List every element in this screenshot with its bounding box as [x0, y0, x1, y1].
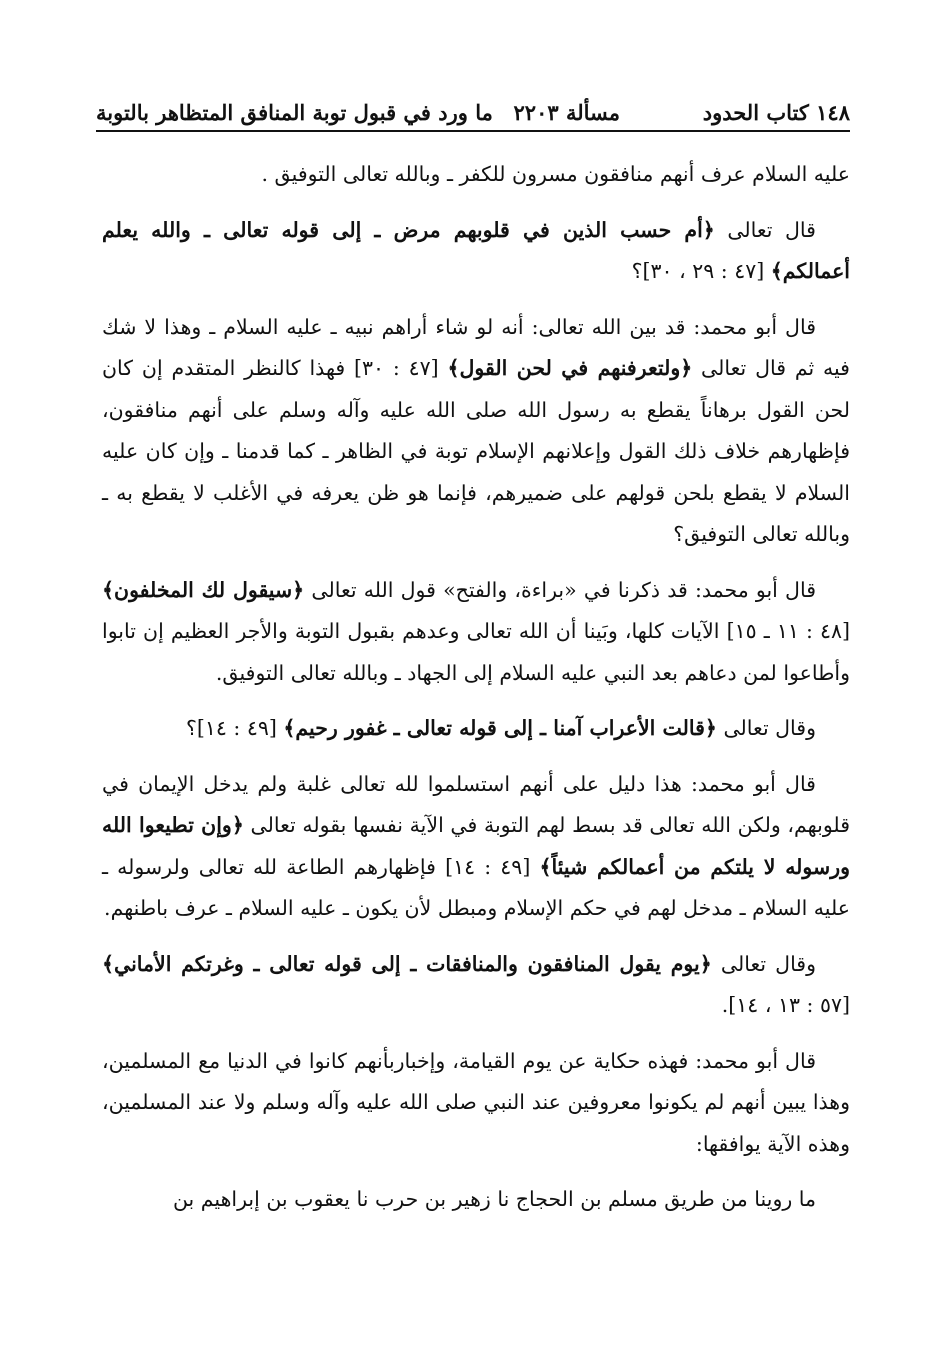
paragraph-text: [٤٨ : ١١ ـ ١٥] الآيات كلها، وبَينا أن الله تعالى وعدهم بقبول التوبة والأجر العظيم إن تابوا وأطاعوا لمن دعاهم بعد النبي عليه السلام إلى الجهاد ـ وبالله تعالى التوفيق. [102, 619, 850, 685]
paragraph-text: وقال تعالى [716, 716, 816, 740]
paragraph [102, 307, 850, 556]
paragraph [102, 1041, 850, 1166]
paragraph-text: ما روينا من طريق مسلم بن الحجاج نا زهير بن حرب نا يعقوب بن إبراهيم بن [172, 1187, 816, 1211]
issue-number: مسألة ٢٢٠٣ [513, 100, 620, 125]
paragraph-text: وقال تعالى [711, 951, 817, 976]
paragraph [102, 570, 850, 695]
paragraph [102, 154, 850, 196]
paragraph-text: قال أبو محمد: قد بين الله تعالى: أنه لو شاء أراهم نبيه ـ عليه السلام ـ وهذا لا شك فيه ثم قال تعالى [102, 314, 850, 380]
quran-quote: ﴿سيقول لك المخلفون﴾ [102, 577, 305, 602]
paragraph-text: [٤٧ : ٢٩ ، ٣٠]؟ [631, 259, 771, 283]
paragraph [102, 708, 850, 750]
paragraph [102, 1179, 850, 1221]
paragraph-text: قال أبو محمد: فهذه حكاية عن يوم القيامة، وإخباربأنهم كانوا في الدنيا مع المسلمين، وهذا يبين أنهم لم يكونوا معروفين عند النبي صلى الله عليه وآله وسلم ولا عند المسلمين، وهذه الآية يوافقها: [102, 1048, 850, 1156]
paragraph [102, 764, 850, 930]
quran-quote: ﴿ولتعرفنهم في لحن القول﴾ [447, 356, 693, 380]
page-number-book-title: ١٤٨ كتاب الحدود [702, 100, 850, 125]
paragraph-text: [٤٩ : ١٤] فإظهارهم الطاعة لله تعالى ولرسوله ـ عليه السلام ـ مدخل لهم في حكم الإسلام ومبطل لأن يكون ـ عليه السلام ـ عرف باطنهم. [102, 854, 850, 920]
paragraph-text: [٥٧ : ١٣ ، ١٤]. [721, 993, 850, 1017]
paragraph-text: قال تعالى [714, 217, 816, 242]
text-body [102, 154, 850, 1221]
paragraph-text: قال أبو محمد: قد ذكرنا في «براءة، والفتح» قول الله تعالى [304, 577, 816, 602]
paragraph-text: عليه السلام عرف أنهم منافقون مسرون للكفر ـ وبالله تعالى التوفيق . [261, 162, 850, 186]
quran-quote: ﴿أم حسب الذين في قلوبهم مرض ـ إلى قوله تعالى ـ والله يعلم أعمالكم﴾ [102, 217, 850, 283]
quran-quote: ﴿يوم يقول المنافقون والمنافقات ـ إلى قوله تعالى ـ وغرتكم الأماني﴾ [102, 951, 712, 976]
paragraph [102, 944, 850, 1027]
section-title: ما ورد في قبول توبة المنافق المتظاهر بالتوبة [96, 100, 493, 125]
quran-quote: ﴿وإن تطيعوا الله ورسوله لا يلتكم من أعمالكم شيئاً﴾ [102, 813, 850, 879]
running-header [96, 96, 850, 132]
paragraph [102, 210, 850, 293]
paragraph-text: [٤٧ : ٣٠] فهذا كالنظر المتقدم إن كان لحن القول برهاناً يقطع به رسول الله صلى الله عليه وآله وسلم على أنهم منافقون، فإظهارهم خلاف ذلك القول وإعلانهم الإسلام توبة في الظاهر ـ كما قدمنا ـ وإن كان عليه السلام لا يقطع بلحن قولهم على ضميرهم، فإنما هو ظن يعرفه في الأغلب لا يقطع به ـ وبالله تعالى التوفيق؟ [102, 356, 850, 546]
paragraph-text: [٤٩ : ١٤]؟ [185, 716, 284, 740]
paragraph-text: قال أبو محمد: هذا دليل على أنهم استسلموا لله تعالى غلبة ولم يدخل الإيمان في قلوبهم، ولكن الله تعالى قد بسط لهم التوبة في الآية نفسها بقوله تعالى [102, 771, 851, 837]
quran-quote: ﴿قالت الأعراب آمنا ـ إلى قوله تعالى ـ غفور رحيم﴾ [283, 716, 717, 740]
